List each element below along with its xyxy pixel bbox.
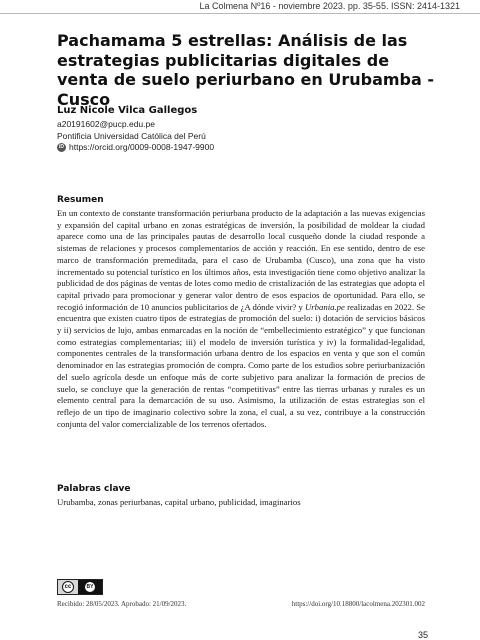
cc-circle-icon: cc: [62, 581, 74, 593]
keywords-text: Urubamba, zonas periurbanas, capital urbano, publicidad, imaginarios: [57, 497, 301, 507]
keywords-heading: Palabras clave: [57, 484, 131, 494]
orcid-row: [57, 142, 214, 152]
orcid-link[interactable]: https://orcid.org/0009-0008-1947-9900: [69, 142, 215, 152]
cc-logo-block: [58, 580, 78, 594]
author-email[interactable]: a20191602@pucp.edu.pe: [57, 119, 155, 129]
abstract-italic-source: Urbania.pe: [305, 301, 345, 312]
author-affiliation: Pontificia Universidad Católica del Perú: [57, 131, 206, 141]
abstract-text-part-2: realizadas en 2022. Se encuentra que existen cuatro tipos de estrategias de promoción del suelo: i) dotación de servicios básicos y ii) servicios de lujo, ambas enmarcadas en la noción de “embellecimiento estratégico” y que funcionan como estrategias complementarias; iii) el modelo de inversión turística y iv) la formalidad-legalidad, componentes centrales de la transformación urbana dentro de los espacios en venta y que son el común denominador en las estrategias promoción de compra. Como parte de los estudios sobre periurbanización del suelo agrícola desde un enfoque más de corte subjetivo para analizar la formación de precios de suelo, se concluye que la generación de rentas “competitivas” entre las tierras urbanas y rurales es un elemento central para la demarcación de su uso. Asimismo, la utilización de estas estrategias son el reflejo de un tipo de imaginario colectivo sobre la zona, el cual, a su vez, contribuye a la construcción conjunta del valor comercializable de los terrenos ofertados.: [57, 301, 425, 429]
abstract-text: [57, 208, 425, 430]
submission-dates: Recibido: 28/05/2023. Aprobado: 21/09/2023.: [57, 600, 187, 608]
page-number: 35: [417, 630, 428, 640]
journal-header: La Colmena Nº16 - noviembre 2023. pp. 35-55. ISSN: 2414-1321: [196, 1, 460, 11]
abstract-text-part-1: En un contexto de constante transformación periurbana producto de la adaptación a las nuevas exigencias y expansión del capital urbano en zonas estratégicas de inversión, la posibilidad de moldear la ciudad aparece como una de las principales pautas de desarrollo local cusqueño donde la ciudad responde a sistemas de relaciones y procesos complementarios de acción y reacción. En ese sentido, dentro de ese marco de transformación premeditada, para el caso de Urubamba (Cusco), una zona que ha visto incrementado su potencial turístico en los últimos años, esta investigación tiene como objetivo analizar la publicidad de dos páginas de ventas de lotes como medio de cristalización de las estrategias que adopta el capital privado para promocionar y generar valor dentro de esos espacios de oportunidad. Para ello, se recogió información de 10 anuncios publicitarios de ¿A dónde vivir? y: [57, 208, 425, 312]
author-name: Luz Nicole Vilca Gallegos: [57, 105, 198, 116]
doi-link[interactable]: https://doi.org/10.18800/lacolmena.202301.002: [291, 600, 425, 608]
abstract-heading: Resumen: [57, 195, 104, 205]
orcid-icon: iD: [59, 144, 64, 150]
attribution-person-icon: BY: [86, 584, 94, 590]
article-title: Pachamama 5 estrellas: Análisis de las estrategias publicitarias digitales de venta de suelo periurbano en Urubamba - Cusco: [57, 31, 435, 109]
cc-by-license-icon[interactable]: [57, 579, 103, 595]
header-rule: [0, 13, 480, 14]
by-logo-block: [78, 580, 102, 594]
